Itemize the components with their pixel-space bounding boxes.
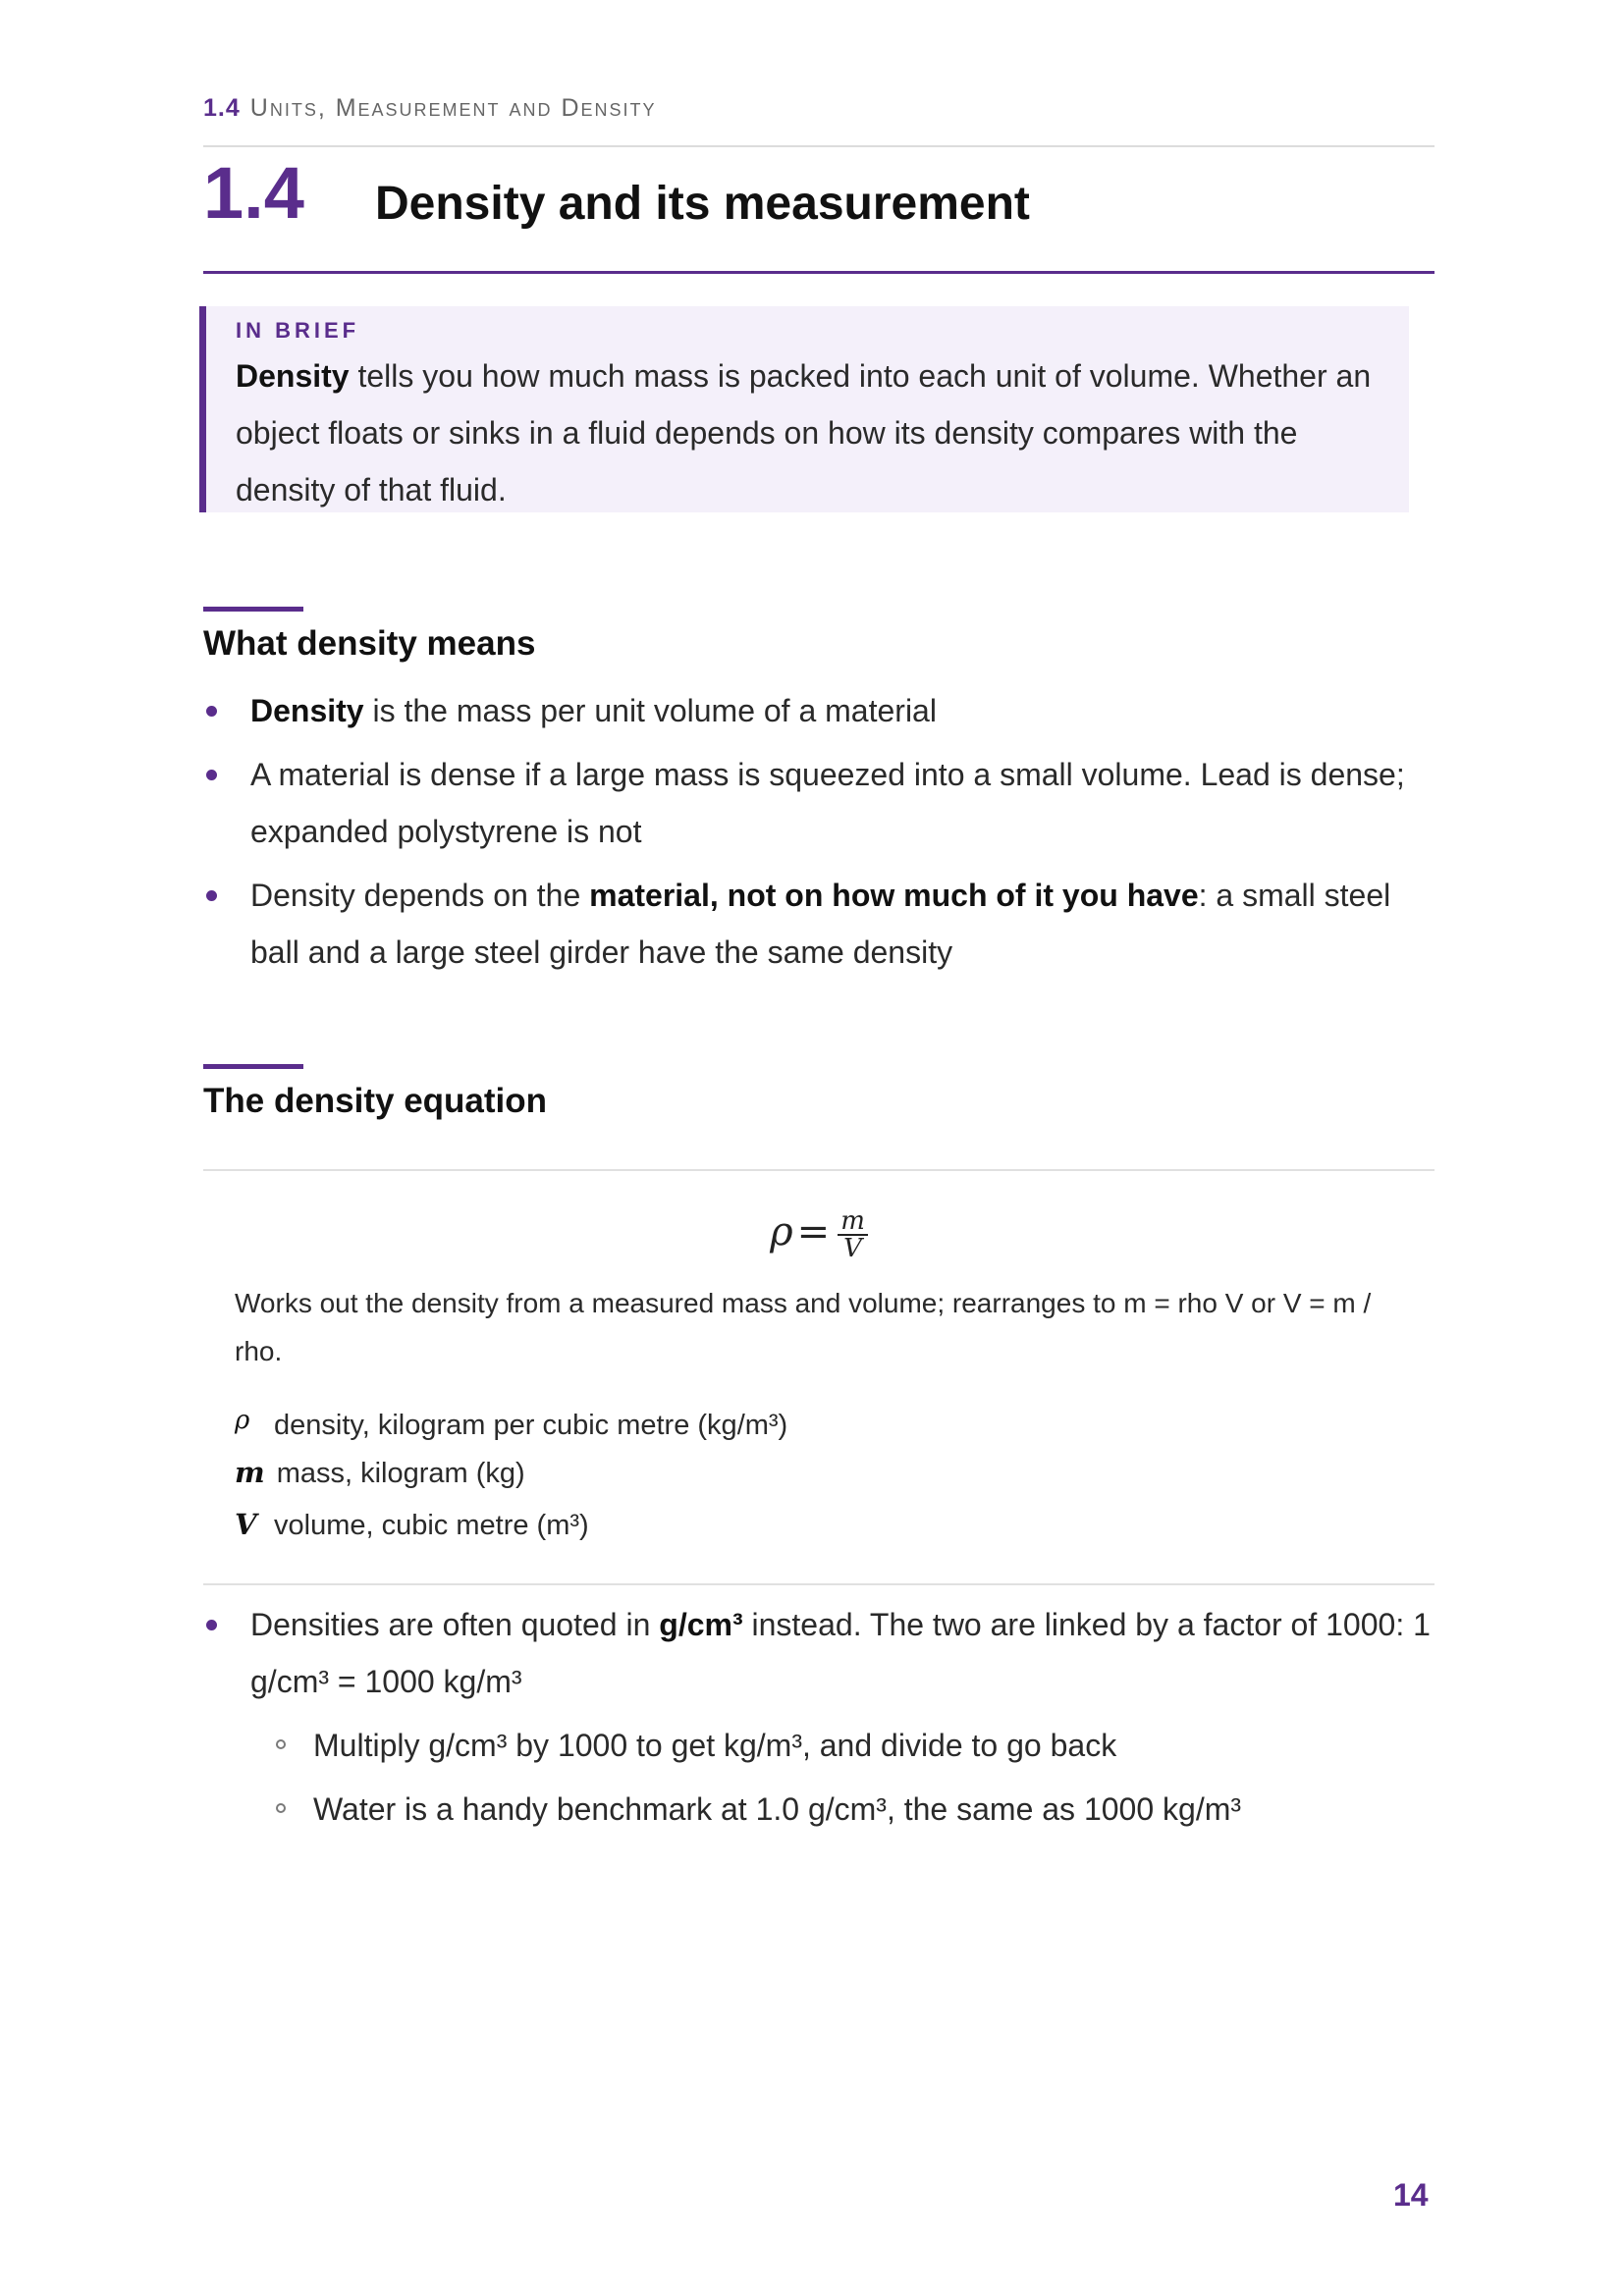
equation-description: Works out the density from a measured mass and volume; rearranges to m = rho V or V = m / rho.: [235, 1288, 1372, 1366]
bullet-text: is the mass per unit volume of a material: [363, 693, 937, 728]
list-item: [203, 746, 1435, 860]
formula-denominator: V: [843, 1234, 862, 1263]
list-item: [203, 867, 1435, 981]
formula-equals: =: [796, 1209, 831, 1255]
equation-box: [203, 1169, 1435, 1585]
variable-row: [235, 1395, 787, 1447]
section-title: Density and its measurement: [375, 178, 1030, 230]
bullet-text: Densities are often quoted in: [250, 1607, 660, 1642]
formula-numerator: m: [838, 1208, 868, 1236]
variable-row: [235, 1499, 787, 1551]
units-sublist: [250, 1717, 1435, 1838]
bullet-icon: [206, 1620, 217, 1630]
variable-meaning: density, kilogram per cubic metre (kg/m³): [274, 1410, 788, 1441]
running-header-number: 1.4: [203, 94, 241, 122]
title-divider: [203, 271, 1435, 274]
bullet-icon: [206, 706, 217, 717]
in-brief-bold-lead: Density: [236, 358, 350, 394]
sub-bullet-icon: [276, 1803, 286, 1813]
heading-accent-bar: [203, 607, 303, 612]
variable-symbol: m: [235, 1456, 265, 1489]
in-brief-label: IN BRIEF: [236, 318, 360, 343]
header-divider: [203, 145, 1435, 147]
sub-bullet-text: Water is a handy benchmark at 1.0 g/cm³, the same as 1000 kg/m³: [313, 1791, 1242, 1827]
formula-lhs: ρ: [770, 1209, 793, 1255]
bullet-bold: g/cm³: [659, 1607, 743, 1642]
variable-meaning: mass, kilogram (kg): [276, 1458, 525, 1489]
variable-row: [235, 1447, 787, 1499]
variable-symbol: V: [235, 1508, 257, 1541]
bullet-bold: material, not on how much of it you have: [589, 878, 1199, 913]
bullet-icon: [206, 890, 217, 901]
variable-list: [235, 1395, 787, 1551]
sub-bullet-icon: [276, 1739, 286, 1749]
bullet-text: A material is dense if a large mass is squeezed into a small volume. Lead is dense; expanded polystyrene is not: [250, 757, 1405, 849]
running-header-title: Units, Measurement and Density: [249, 94, 657, 122]
variable-symbol: ρ: [235, 1406, 250, 1435]
sub-bullet-text: Multiply g/cm³ by 1000 to get kg/m³, and divide to go back: [313, 1728, 1117, 1763]
heading-what-density-means: What density means: [203, 624, 536, 663]
variable-meaning: volume, cubic metre (m³): [274, 1510, 589, 1541]
sub-list-item: [203, 1717, 1435, 1774]
running-header: [203, 94, 657, 123]
units-list: [203, 1596, 1435, 1844]
in-brief-text: [236, 347, 1391, 518]
in-brief-body: tells you how much mass is packed into each unit of volume. Whether an object floats or sinks in a fluid depends on how its density compares with the density of that fluid.: [236, 358, 1372, 507]
section-number: 1.4: [203, 152, 304, 234]
in-brief-box: [199, 306, 1409, 512]
bullet-text: instead. The two are linked by a factor of 1000: 1 g/cm³ = 1000 kg/m³: [250, 1607, 1431, 1699]
list-item: [203, 682, 1435, 739]
formula-fraction: [838, 1208, 868, 1261]
page-number: 14: [1393, 2177, 1429, 2213]
bullet-text: : a small steel ball and a large steel girder have the same density: [250, 878, 1391, 970]
bullet-bold: Density: [250, 693, 364, 728]
heading-accent-bar: [203, 1064, 303, 1069]
list-item: [203, 1596, 1435, 1838]
density-meaning-list: [203, 682, 1435, 988]
sub-list-item: [203, 1781, 1435, 1838]
bullet-icon: [206, 770, 217, 780]
bullet-text: Density depends on the: [250, 878, 590, 913]
heading-density-equation: The density equation: [203, 1082, 548, 1120]
density-formula: [203, 1208, 1435, 1261]
